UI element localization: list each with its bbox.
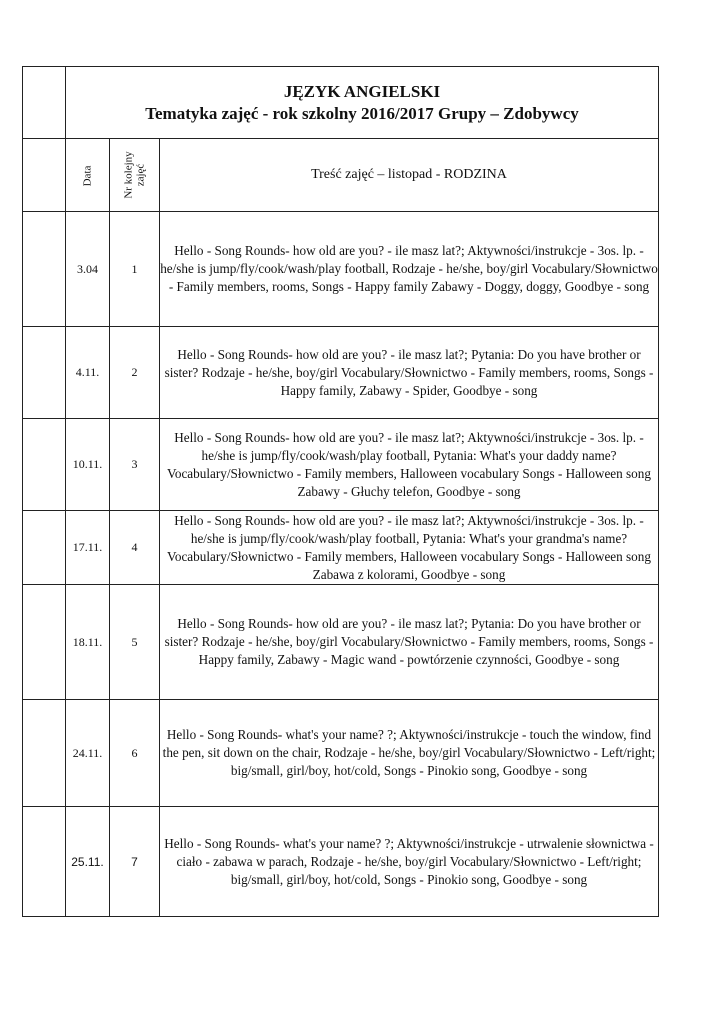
table-row — [23, 511, 659, 585]
header-content-cell: Treść zajęć – listopad - RODZINA — [160, 139, 659, 212]
row-nr: 7 — [110, 807, 160, 917]
row-date: 25.11. — [66, 807, 110, 917]
header-nr-line1: Nr kolejny — [122, 150, 135, 199]
title-cell — [66, 67, 659, 139]
row-nr: 3 — [110, 419, 160, 511]
document-title: JĘZYK ANGIELSKI — [283, 81, 441, 101]
document-subtitle: Tematyka zajęć - rok szkolny 2016/2017 Grupy – Zdobywcy — [145, 103, 579, 123]
row-edge-cell — [23, 511, 66, 585]
header-nr-line2: zajęć — [134, 163, 147, 186]
row-content: Hello - Song Rounds- how old are you? - ile masz lat?; Aktywności/instrukcje - 3os. lp. - he/she is jump/fly/cook/wash/play football, Pytania: What's your daddy name? Vocabulary/Słownictwo - Family members, Halloween vocabulary Songs - Halloween song Zabawy - Głuchy telefon, Goodbye - song — [160, 419, 659, 511]
title-row — [23, 67, 659, 139]
row-content: Hello - Song Rounds- how old are you? - ile masz lat?; Aktywności/instrukcje - 3os. lp. - he/she is jump/fly/cook/wash/play football, Pytania: What's your grandma's name? Vocabulary/Słownictwo - Family members, Halloween vocabulary Songs - Halloween song Zabawa z kolorami, Goodbye - song — [160, 511, 659, 585]
row-nr: 4 — [110, 511, 160, 585]
header-date-label: Data — [81, 165, 94, 186]
row-content: Hello - Song Rounds- how old are you? - ile masz lat?; Pytania: Do you have brother or sister? Rodzaje - he/she, boy/girl Vocabulary/Słownictwo - Family members, rooms, Songs - Happy family, Zabawy - Magic wand - powtórzenie czynności, Goodbye - song — [160, 585, 659, 700]
row-date: 4.11. — [66, 327, 110, 419]
row-content: Hello - Song Rounds- how old are you? - ile masz lat?; Pytania: Do you have brother or sister? Rodzaje - he/she, boy/girl Vocabulary/Słownictwo - Family members, rooms, Songs - Happy family, Zabawy - Spider, Goodbye - song — [160, 327, 659, 419]
row-date: 3.04 — [66, 212, 110, 327]
header-nr-cell — [110, 139, 160, 212]
row-content: Hello - Song Rounds- what's your name? ?; Aktywności/instrukcje - utrwalenie słownictwa - ciało - zabawa w parach, Rodzaje - he/she, boy/girl Vocabulary/Słownictwo - Left/right; big/small, girl/boy, hot/cold, Songs - Pinokio song, Goodbye - song — [160, 807, 659, 917]
title-left-cell — [23, 67, 66, 139]
schedule-table — [22, 66, 659, 917]
row-nr: 6 — [110, 700, 160, 807]
row-date: 24.11. — [66, 700, 110, 807]
row-date: 18.11. — [66, 585, 110, 700]
header-row — [23, 139, 659, 212]
row-edge-cell — [23, 419, 66, 511]
row-edge-cell — [23, 585, 66, 700]
table-row — [23, 700, 659, 807]
row-date: 17.11. — [66, 511, 110, 585]
row-content: Hello - Song Rounds- what's your name? ?; Aktywności/instrukcje - touch the window, find the pen, sit down on the chair, Rodzaje - he/she, boy/girl Vocabulary/Słownictwo - Left/right; big/small, girl/boy, hot/cold, Songs - Pinokio song, Goodbye - song — [160, 700, 659, 807]
table-row — [23, 807, 659, 917]
row-content: Hello - Song Rounds- how old are you? - ile masz lat?; Aktywności/instrukcje - 3os. lp. - he/she is jump/fly/cook/wash/play football, Rodzaje - he/she, boy/girl Vocabulary/Słownictwo - Family members, rooms, Songs - Happy family Zabawy - Doggy, doggy, Goodbye - song — [160, 212, 659, 327]
header-edge-cell — [23, 139, 66, 212]
table-row — [23, 419, 659, 511]
row-edge-cell — [23, 807, 66, 917]
row-nr: 5 — [110, 585, 160, 700]
row-edge-cell — [23, 327, 66, 419]
table-row — [23, 585, 659, 700]
row-edge-cell — [23, 700, 66, 807]
header-date-cell — [66, 139, 110, 212]
header-nr-label — [122, 151, 146, 198]
table-row — [23, 327, 659, 419]
table-row — [23, 212, 659, 327]
row-edge-cell — [23, 212, 66, 327]
row-nr: 2 — [110, 327, 160, 419]
row-date: 10.11. — [66, 419, 110, 511]
row-nr: 1 — [110, 212, 160, 327]
